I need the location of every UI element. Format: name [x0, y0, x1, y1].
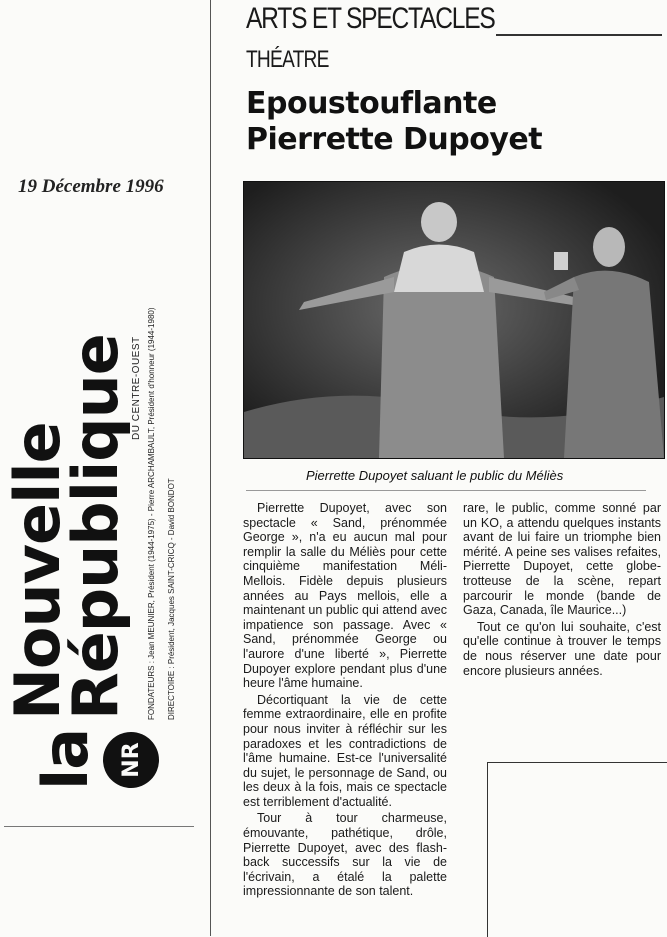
masthead-founders: FONDATEURS : Jean MEUNIER, Président (1944-1975) - Pierre ARCHAMBAULT, Président d'honneur (1944-1980)	[147, 307, 156, 720]
headline-line-1: Epoustouflante	[246, 86, 497, 121]
masthead-rotated-block	[1, 230, 205, 790]
clipping-date: 19 Décembre 1996	[18, 176, 164, 197]
article-paragraph: rare, le public, comme sonné par un KO, a attendu quelques instants avant de lui faire un triomphe bien mérité. A peine ses valises refaites, Pierrette Dupoyet, cette globe-trotteuse de la scène, repart parcourir le monde (bande de Gaza, Canada, île Maurice...)	[463, 501, 661, 618]
article-photo	[243, 181, 665, 459]
masthead-nouvelle: Nouvelle	[1, 422, 74, 720]
article-paragraph: Décortiquant la vie de cette femme extraordinaire, elle en profite pour nous inviter à réfléchir sur les paradoxes et les contradictions de l'âme humaine. Est-ce l'universalité du sujet, le personnage de Sand, ou les deux à la fois, mais ce spectacle est terriblement d'actualité.	[243, 692, 447, 809]
section-subtitle: THÉATRE	[246, 46, 329, 73]
column-divider	[210, 0, 211, 936]
masthead-republique: République	[59, 334, 132, 720]
masthead-logo: NR	[103, 732, 159, 788]
adjacent-article-frame	[487, 762, 667, 937]
section-rule	[496, 34, 662, 36]
masthead-subtitle: DU CENTRE-OUEST	[131, 336, 142, 440]
headline-line-2: Pierrette Dupoyet	[246, 122, 543, 157]
section-title: ARTS ET SPECTACLES	[246, 2, 495, 35]
article-paragraph: Pierrette Dupoyet, avec son spectacle « Sand, prénommée George », n'a eu aucun mal pour remplir la salle du Méliès pour cette cinquième manifestation Méli-Mellois. Fidèle depuis plusieurs années au Pays mellois, elle a maintenant un public qui attend avec impatience son passage. Avec « Sand, prénommée George ou l'aurore d'une liberté », Pierrette Dupoyer explore pendant plus d'une heure l'âme humaine.	[243, 501, 447, 691]
caption-rule	[246, 490, 646, 491]
masthead-bottom-rule	[4, 826, 194, 827]
article-column-1	[243, 501, 447, 899]
article-headline	[246, 86, 656, 158]
article-paragraph: Tout ce qu'on lui souhaite, c'est qu'elle continue à trouver le temps de nous réserver une date pour encore plusieurs années.	[463, 619, 661, 678]
stage-photo-image	[244, 182, 664, 458]
newspaper-masthead	[0, 230, 210, 790]
article-paragraph: Tour à tour charmeuse, émouvante, pathétique, drôle, Pierrette Dupoyet, avec des flash-back successifs sur la vie de l'écrivain, a étalé la palette impressionnante de son talent.	[243, 811, 447, 899]
article-column-2	[463, 501, 661, 678]
photo-caption: Pierrette Dupoyet saluant le public du Méliès	[306, 468, 564, 483]
masthead-la: la	[29, 728, 102, 790]
masthead-directors: DIRECTOIRE : Président, Jacques SAINT-CRICQ - David BONDOT	[167, 478, 176, 720]
